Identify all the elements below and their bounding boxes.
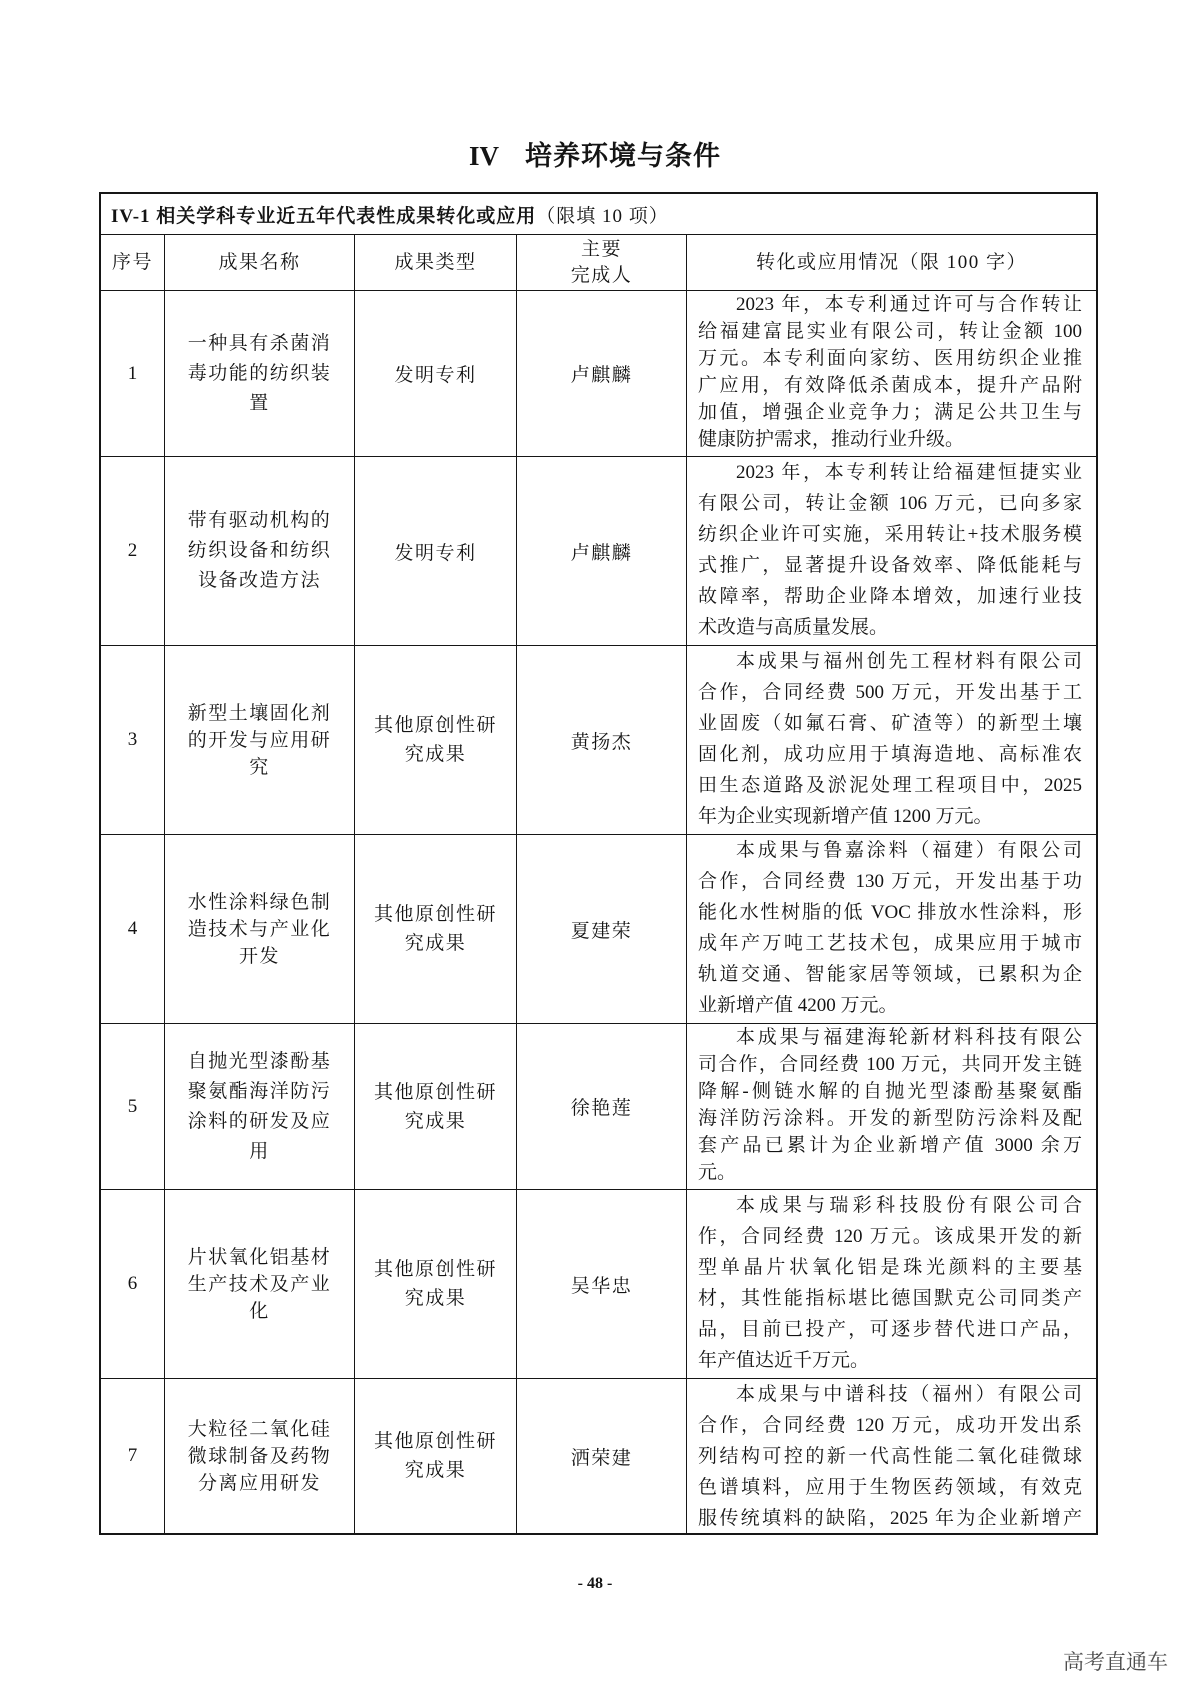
description-line: 成年产万吨工艺技术包，成果应用于城市 — [698, 933, 1082, 954]
description-line: 故障率，帮助企业降本增效，加速行业技 — [698, 586, 1082, 607]
achievement-name-line: 片状氧化铝基材 — [187, 1246, 332, 1268]
achievement-name — [165, 457, 355, 646]
column-header-name: 成果名称 — [165, 235, 355, 291]
description-line: 品，目前已投产，可逐步替代进口产品， — [698, 1319, 1082, 1340]
column-header-number: 序号 — [101, 235, 165, 291]
achievements-table — [99, 192, 1098, 1535]
description-line: 业固废（如氟石膏、矿渣等）的新型土壤 — [698, 713, 1082, 734]
achievement-type-line: 发明专利 — [394, 542, 477, 564]
description-line: 元。 — [698, 1162, 737, 1183]
achievement-type-line: 究成果 — [404, 744, 467, 765]
lead-contributor: 卢麒麟 — [517, 291, 687, 457]
application-description — [687, 1379, 1096, 1533]
achievement-name — [165, 1379, 355, 1533]
lead-contributor: 洒荣建 — [517, 1379, 687, 1533]
lead-contributor: 黄扬杰 — [517, 646, 687, 835]
achievement-name-line: 毒功能的纺织装 — [187, 362, 332, 384]
description-line: 万元。本专利面向家纺、医用纺织企业推 — [698, 348, 1082, 369]
achievement-name-line: 自抛光型漆酚基 — [187, 1050, 332, 1072]
achievement-name-line: 究 — [249, 756, 270, 778]
column-header-person-line: 完成人 — [570, 264, 633, 286]
lead-contributor: 夏建荣 — [517, 835, 687, 1024]
achievement-type-line: 其他原创性研 — [373, 1081, 497, 1103]
description-line: 司合作，合同经费 100 万元，共同开发主链 — [698, 1054, 1082, 1075]
description-line: 年产值达近千万元。 — [698, 1350, 870, 1371]
achievement-name-line: 设备改造方法 — [197, 570, 321, 591]
description-line: 色谱填料，应用于生物医药领域，有效克 — [698, 1477, 1082, 1498]
achievement-type-line: 其他原创性研 — [373, 904, 497, 925]
achievement-type-line: 其他原创性研 — [373, 1259, 497, 1280]
application-description — [687, 1024, 1096, 1190]
description-line: 合作，合同经费 130 万元，开发出基于功 — [698, 871, 1082, 892]
achievement-name — [165, 1024, 355, 1190]
table-caption-title: IV-1 相关学科专业近五年代表性成果转化或应用 — [111, 205, 537, 227]
achievement-type-line: 发明专利 — [394, 365, 477, 386]
description-line: 健康防护需求，推动行业升级。 — [698, 429, 965, 450]
description-line: 业新增产值 4200 万元。 — [698, 995, 898, 1016]
description-line: 田生态道路及淤泥处理工程项目中，2025 — [698, 775, 1082, 796]
column-header-usage: 转化或应用情况（限 100 字） — [687, 235, 1096, 291]
description-line: 本成果与中谱科技（福州）有限公司 — [736, 1384, 1082, 1405]
description-line: 作，合同经费 120 万元。该成果开发的新 — [698, 1226, 1082, 1247]
achievement-name-line: 化 — [249, 1300, 270, 1322]
description-line: 服传统填料的缺陷，2025 年为企业新增产 — [698, 1508, 1082, 1529]
description-line: 列结构可控的新一代高性能二氧化硅微球 — [698, 1446, 1082, 1467]
description-line: 纺织企业许可实施，采用转让+技术服务模 — [698, 524, 1082, 545]
application-description — [687, 457, 1096, 646]
page-number: - 48 - — [577, 1575, 613, 1592]
watermark: 高考直通车 — [1063, 1650, 1168, 1674]
achievement-type-line: 其他原创性研 — [373, 1431, 497, 1452]
achievement-type — [355, 291, 517, 457]
achievement-type-line: 其他原创性研 — [373, 715, 497, 736]
lead-contributor: 徐艳莲 — [517, 1024, 687, 1190]
section-heading — [0, 136, 1190, 176]
table-caption-note: （限填 10 项） — [536, 205, 669, 227]
achievement-name-line: 水性涂料绿色制 — [187, 891, 332, 913]
achievement-name-line: 用 — [249, 1140, 270, 1162]
description-line: 轨道交通、智能家居等领域，已累积为企 — [698, 964, 1082, 985]
achievement-name — [165, 1190, 355, 1379]
description-line: 合作，合同经费 500 万元，开发出基于工 — [698, 682, 1082, 703]
description-line: 材，其性能指标堪比德国默克公司同类产 — [698, 1288, 1082, 1309]
description-line: 海洋防污涂料。开发的新型防污涂料及配 — [698, 1108, 1082, 1129]
description-line: 型单晶片状氧化铝是珠光颜料的主要基 — [698, 1257, 1082, 1278]
section-number: IV — [468, 141, 499, 171]
achievement-name-line: 新型土壤固化剂 — [187, 702, 332, 724]
description-line: 广应用，有效降低杀菌成本，提升产品附 — [698, 375, 1082, 396]
row-number: 2 — [101, 457, 165, 646]
description-line: 术改造与高质量发展。 — [698, 617, 889, 638]
description-line: 固化剂，成功应用于填海造地、高标准农 — [698, 744, 1082, 765]
row-number: 3 — [101, 646, 165, 835]
achievement-name-line: 一种具有杀菌消 — [187, 332, 332, 354]
table-caption — [101, 194, 1096, 235]
description-line: 合作，合同经费 120 万元，成功开发出系 — [698, 1415, 1082, 1436]
description-line: 降解-侧链水解的自抛光型漆酚基聚氨酯 — [698, 1081, 1082, 1102]
description-line: 给福建富昆实业有限公司，转让金额 100 — [698, 321, 1082, 342]
achievement-type — [355, 1024, 517, 1190]
lead-contributor: 卢麒麟 — [517, 457, 687, 646]
description-line: 本成果与鲁嘉涂料（福建）有限公司 — [736, 840, 1082, 861]
achievement-name-line: 带有驱动机构的 — [187, 510, 332, 531]
table-caption-text — [111, 201, 669, 228]
achievement-type-line: 究成果 — [404, 1460, 467, 1481]
application-description — [687, 646, 1096, 835]
application-description — [687, 1190, 1096, 1379]
description-line: 式推广，显著提升设备效率、降低能耗与 — [698, 555, 1082, 576]
description-line: 年为企业实现新增产值 1200 万元。 — [698, 806, 993, 827]
row-number: 5 — [101, 1024, 165, 1190]
achievement-type — [355, 1190, 517, 1379]
achievement-name — [165, 646, 355, 835]
achievement-type — [355, 835, 517, 1024]
achievement-name-line: 的开发与应用研 — [187, 729, 332, 751]
row-number: 4 — [101, 835, 165, 1024]
column-header-person — [517, 235, 687, 291]
description-line: 套产品已累计为企业新增产值 3000 余万 — [698, 1135, 1082, 1156]
lead-contributor: 吴华忠 — [517, 1190, 687, 1379]
row-number: 7 — [101, 1379, 165, 1533]
achievement-name-line: 置 — [249, 392, 270, 414]
column-header-person-line: 主要 — [580, 238, 622, 260]
description-line: 本成果与福州创先工程材料有限公司 — [736, 651, 1082, 672]
achievement-name-line: 聚氨酯海洋防污 — [187, 1080, 332, 1102]
description-line: 本成果与瑞彩科技股份有限公司合 — [736, 1195, 1082, 1216]
achievement-type-line: 究成果 — [404, 933, 467, 954]
application-description — [687, 291, 1096, 457]
column-header-type: 成果类型 — [355, 235, 517, 291]
achievement-name — [165, 291, 355, 457]
description-line: 2023 年，本专利通过许可与合作转让 — [736, 294, 1082, 315]
achievement-type — [355, 1379, 517, 1533]
description-line: 2023 年，本专利转让给福建恒捷实业 — [736, 462, 1082, 483]
achievement-name-line: 大粒径二氧化硅 — [187, 1418, 332, 1440]
achievement-type-line: 究成果 — [404, 1110, 467, 1132]
description-line: 能化水性树脂的低 VOC 排放水性涂料，形 — [698, 902, 1082, 923]
row-number: 1 — [101, 291, 165, 457]
achievement-name-line: 微球制备及药物 — [187, 1445, 332, 1467]
achievement-name-line: 造技术与产业化 — [187, 918, 332, 940]
achievement-type — [355, 457, 517, 646]
achievement-type — [355, 646, 517, 835]
achievement-name-line: 纺织设备和纺织 — [187, 540, 332, 561]
achievement-name-line: 生产技术及产业 — [187, 1273, 332, 1295]
achievement-name-line: 分离应用研发 — [197, 1472, 321, 1494]
achievement-name-line: 涂料的研发及应 — [187, 1110, 332, 1132]
description-line: 加值，增强企业竞争力；满足公共卫生与 — [698, 402, 1082, 423]
row-number: 6 — [101, 1190, 165, 1379]
section-title: 培养环境与条件 — [525, 141, 721, 171]
description-line: 有限公司，转让金额 106 万元，已向多家 — [698, 493, 1082, 514]
achievement-name — [165, 835, 355, 1024]
achievement-type-line: 究成果 — [404, 1288, 467, 1309]
achievement-name-line: 开发 — [238, 945, 280, 967]
description-line: 本成果与福建海轮新材料科技有限公 — [736, 1027, 1082, 1048]
application-description — [687, 835, 1096, 1024]
